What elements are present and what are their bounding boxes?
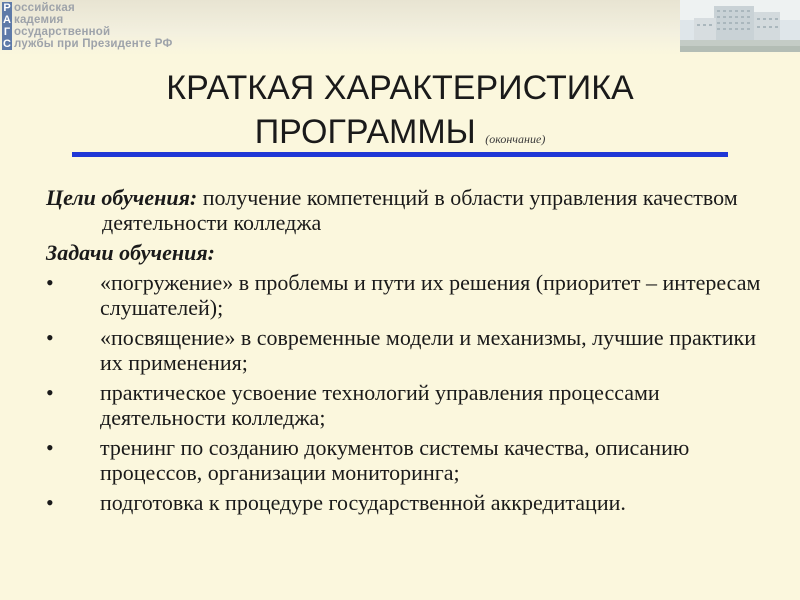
logo-text [14,2,172,50]
academy-logo [2,2,212,50]
goal-label: Цели обучения: [46,185,198,210]
list-item [46,380,766,430]
title-note: (окончание) [485,132,546,146]
title-line-1: КРАТКАЯ ХАРАКТЕРИСТИКА [166,69,634,107]
slide-body [46,185,766,515]
logo-initials [2,2,12,50]
bullet: • [46,270,54,295]
list-item-text: практическое усвоение технологий управления процессами деятельности колледжа; [100,380,660,430]
logo-initial: Р [3,2,11,14]
title-divider [72,152,728,157]
logo-text-line: осударственной [14,26,111,38]
logo-initial: А [3,14,11,26]
list-item [46,270,766,320]
learning-goal [46,185,766,235]
logo-initial: Г [3,26,11,38]
logo-text-line: кадемия [14,14,64,26]
bullet: • [46,380,54,405]
list-item [46,325,766,375]
list-item-text: «посвящение» в современные модели и механизмы, лучшие практики их применения; [100,325,756,375]
bullet: • [46,435,54,460]
list-item-text: тренинг по созданию документов системы качества, описанию процессов, организации мониторинга; [100,435,690,485]
tasks-list [46,270,766,515]
goal-text: получение компетенций в области управления качеством деятельности колледжа [102,185,738,235]
list-item [46,435,766,485]
title-line-2-text: ПРОГРАММЫ [254,113,476,151]
logo-text-line: лужбы при Президенте РФ [14,38,173,50]
list-item-text: «погружение» в проблемы и пути их решения (приоритет – интересам слушателей); [100,270,761,320]
logo-text-line: оссийская [14,2,75,14]
bullet: • [46,325,54,350]
building-photo [680,0,800,52]
list-item-text: подготовка к процедуре государственной аккредитации. [100,490,626,515]
list-item [46,490,766,515]
page-title [0,66,800,161]
tasks-label: Задачи обучения: [46,240,215,265]
bullet: • [46,490,54,515]
logo-initial: С [3,38,11,50]
